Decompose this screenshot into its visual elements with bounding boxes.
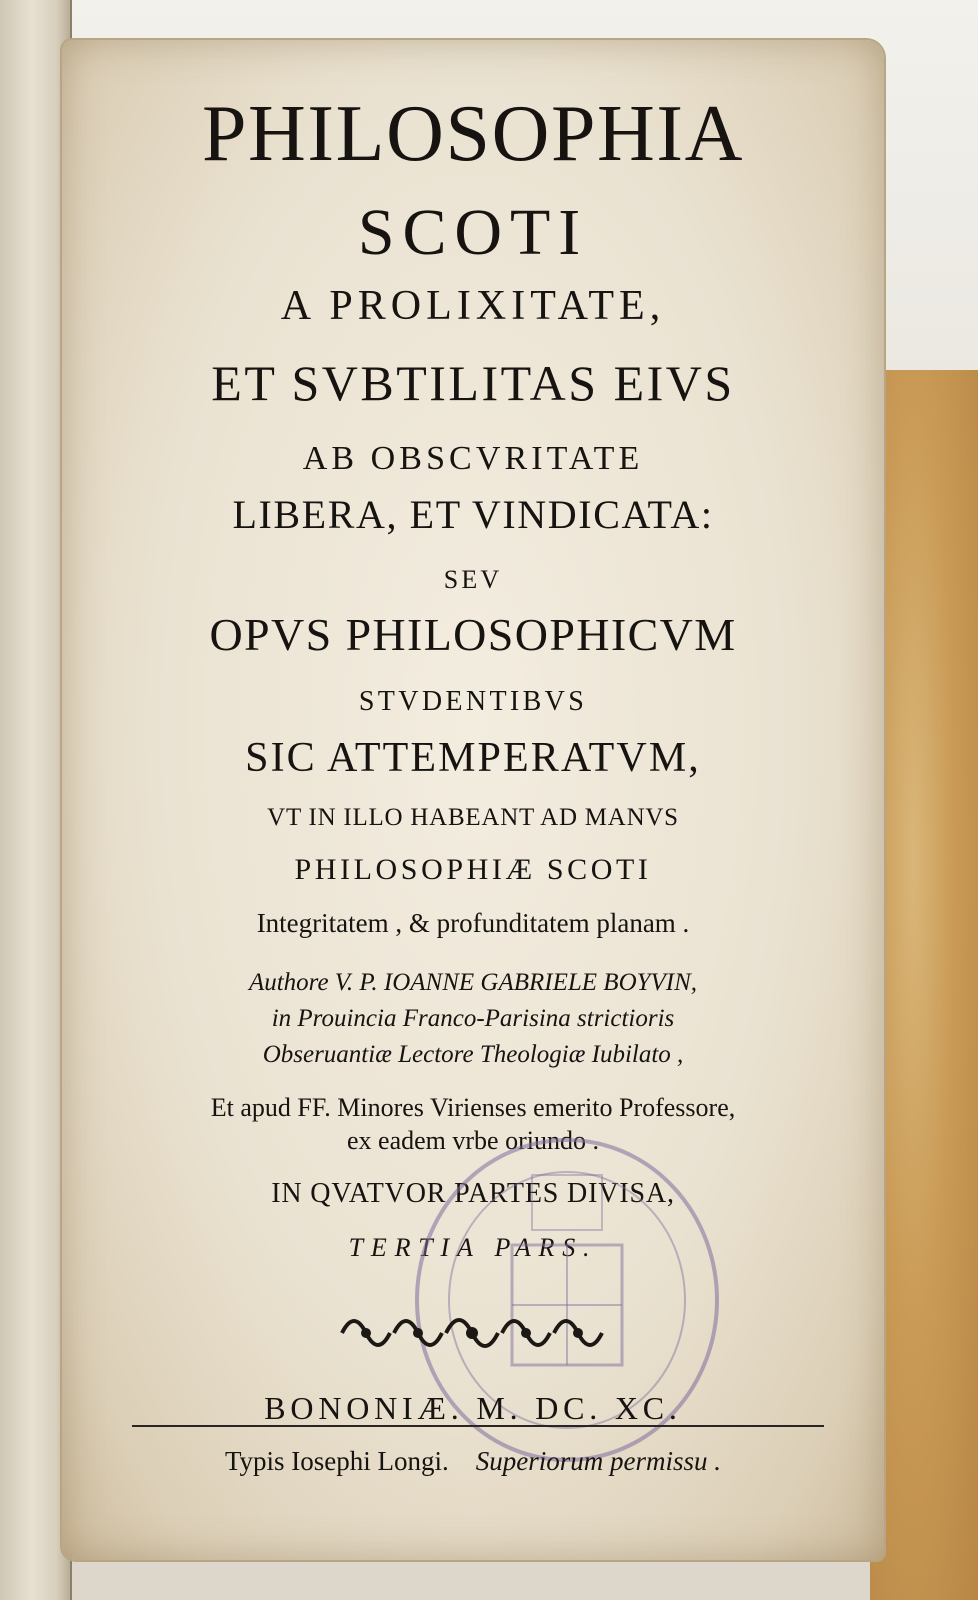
title-line-5: AB OBSCVRITATE xyxy=(302,440,644,477)
printers-ornament xyxy=(332,1298,612,1368)
author-line-1: Authore V. P. IOANNE GABRIELE BOYVIN, xyxy=(248,969,698,996)
title-line-9: STVDENTIBVS xyxy=(358,686,588,717)
title-line-2: SCOTI xyxy=(357,196,589,269)
adjacent-book-cover xyxy=(870,370,978,1600)
title-line-8: OPVS PHILOSOPHICVM xyxy=(209,609,737,660)
title-line-11: VT IN ILLO HABEANT AD MANVS xyxy=(267,804,679,831)
title-line-4: ET SVBTILITAS EIVS xyxy=(211,355,735,411)
title-line-3: A PROLIXITATE, xyxy=(280,283,666,329)
imprint-rule xyxy=(132,1425,824,1427)
tertia-pars: TERTIA PARS. xyxy=(348,1233,598,1262)
printer-line xyxy=(62,1448,884,1475)
title-line-10: SIC ATTEMPERATVM, xyxy=(245,735,701,781)
author-line-4: Et apud FF. Minores Virienses emerito Professore, xyxy=(210,1093,736,1122)
title-line-13: Integritatem , & profunditatem planam . xyxy=(256,908,690,938)
title-page xyxy=(62,40,884,1560)
title-line-1: PHILOSOPHIA xyxy=(201,90,745,178)
imprint-place-date: BONONIÆ. M. DC. XC. xyxy=(264,1390,682,1426)
title-line-12: PHILOSOPHIÆ SCOTI xyxy=(294,853,652,886)
printer-name: Typis Iosephi Longi. xyxy=(224,1446,449,1476)
permission-note: Superiorum permissu . xyxy=(475,1446,722,1476)
title-line-7: SEV xyxy=(443,565,503,594)
author-line-5: ex eadem vrbe oriundo . xyxy=(347,1126,599,1155)
title-line-6: LIBERA, ET VINDICATA: xyxy=(232,492,714,537)
parts-line: IN QVATVOR PARTES DIVISA, xyxy=(271,1178,675,1209)
author-line-2: in Prouincia Franco-Parisina strictioris xyxy=(271,1005,675,1032)
author-line-3: Obseruantiæ Lectore Theologiæ Iubilato , xyxy=(262,1041,684,1068)
